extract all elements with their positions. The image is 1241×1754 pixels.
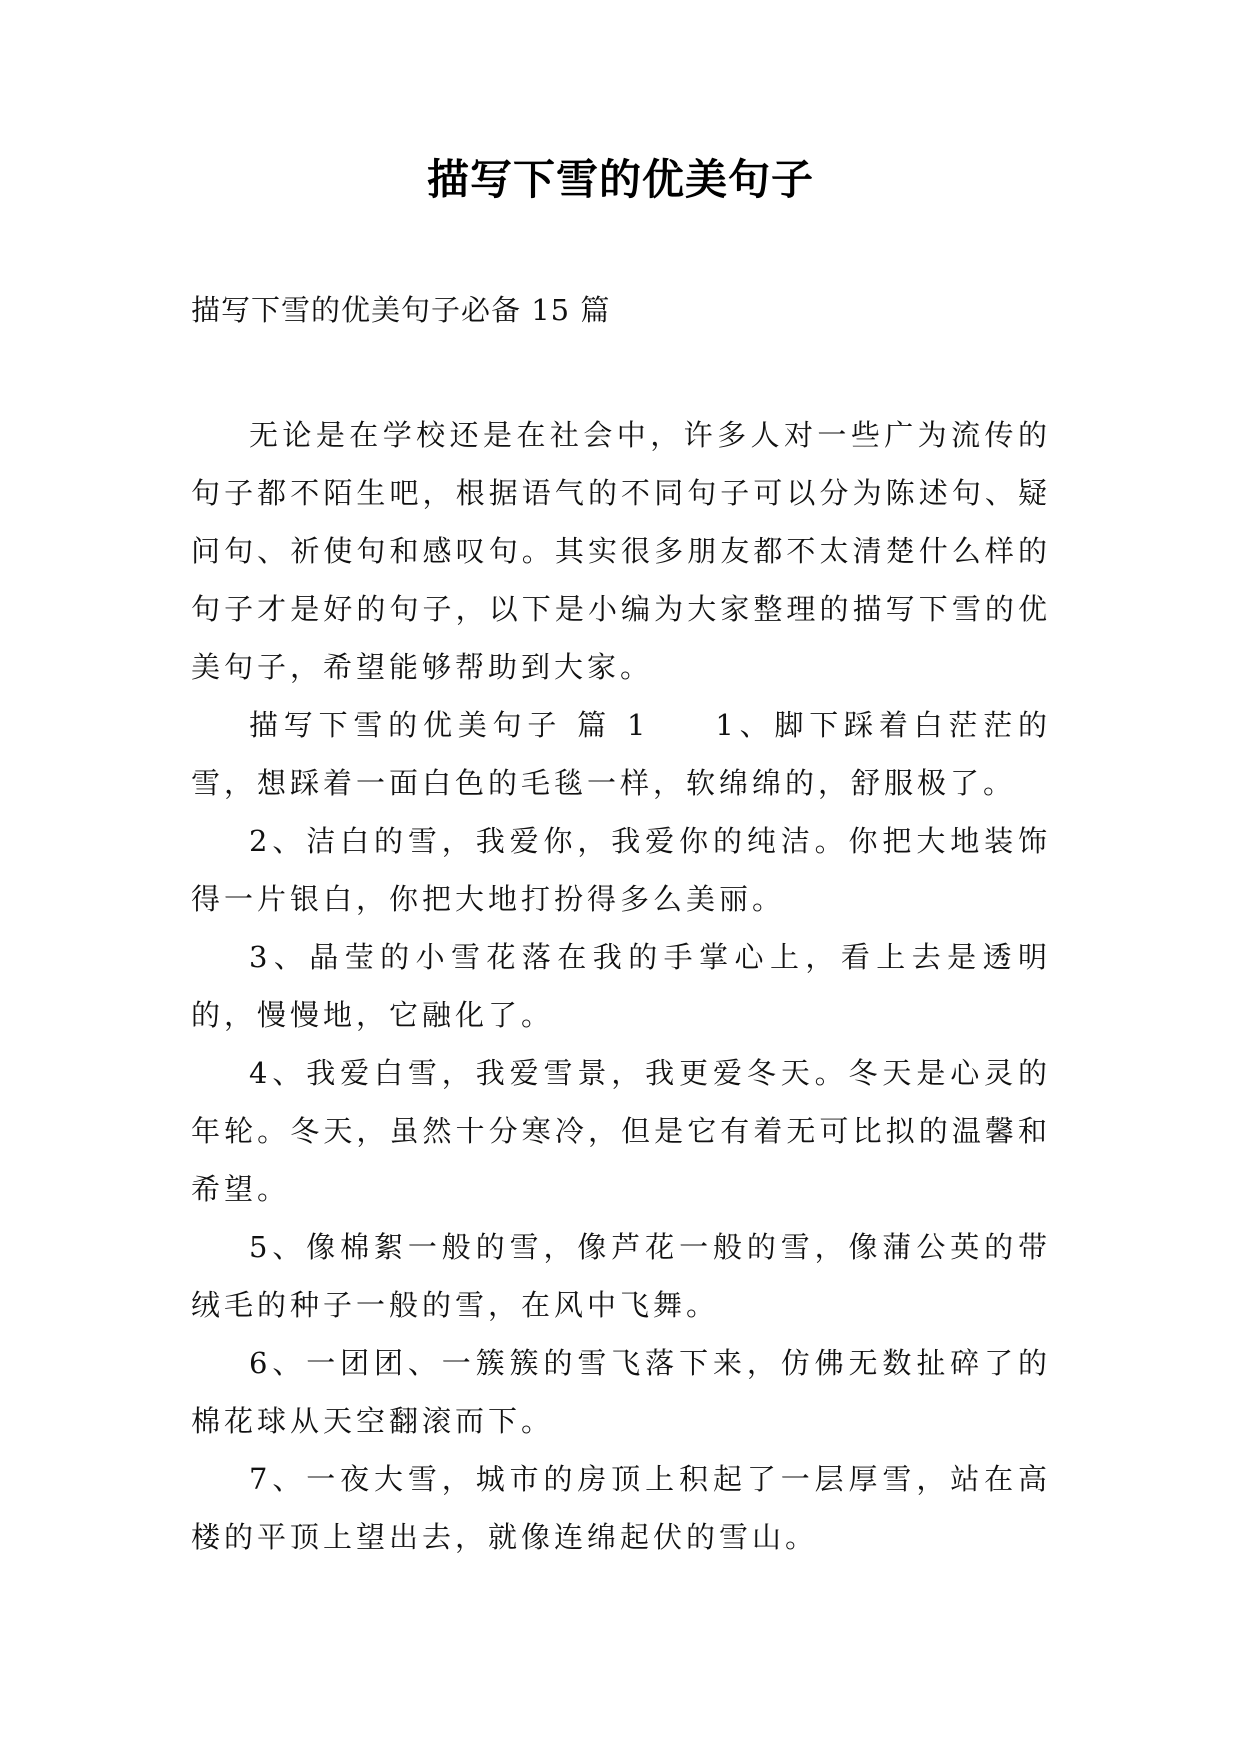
sentence-item-7: 7、一夜大雪，城市的房顶上积起了一层厚雪，站在高楼的平顶上望出去，就像连绵起伏的雪山。 [191, 1462, 1051, 1554]
section-paragraph [191, 696, 1051, 812]
document-subtitle: 描写下雪的优美句子必备 15 篇 [191, 293, 611, 327]
sentence-item-3: 3、晶莹的小雪花落在我的手掌心上，看上去是透明的，慢慢地，它融化了。 [191, 940, 1051, 1032]
section-heading: 描写下雪的优美句子 篇 1 [249, 708, 650, 742]
sentence-item-1: 1、脚下踩着白茫茫的雪，想踩着一面白色的毛毯一样，软绵绵的，舒服极了。 [191, 708, 1051, 800]
document-title: 描写下雪的优美句子 [426, 155, 814, 204]
intro-paragraph: 无论是在学校还是在社会中，许多人对一些广为流传的句子都不陌生吧，根据语气的不同句子可以分为陈述句、疑问句、祈使句和感叹句。其实很多朋友都不太清楚什么样的句子才是好的句子，以下是小编为大家整理的描写下雪的优美句子，希望能够帮助到大家。 [191, 418, 1051, 684]
sentence-item-4: 4、我爱白雪，我爱雪景，我更爱冬天。冬天是心灵的年轮。冬天，虽然十分寒冷，但是它有着无可比拟的温馨和希望。 [191, 1056, 1051, 1206]
sentence-item-6: 6、一团团、一簇簇的雪飞落下来，仿佛无数扯碎了的棉花球从天空翻滚而下。 [191, 1346, 1051, 1438]
document-body [191, 406, 1051, 1566]
sentence-item-2: 2、洁白的雪，我爱你，我爱你的纯洁。你把大地装饰得一片银白，你把大地打扮得多么美丽。 [191, 824, 1051, 916]
sentence-item-5: 5、像棉絮一般的雪，像芦花一般的雪，像蒲公英的带绒毛的种子一般的雪，在风中飞舞。 [191, 1230, 1051, 1322]
